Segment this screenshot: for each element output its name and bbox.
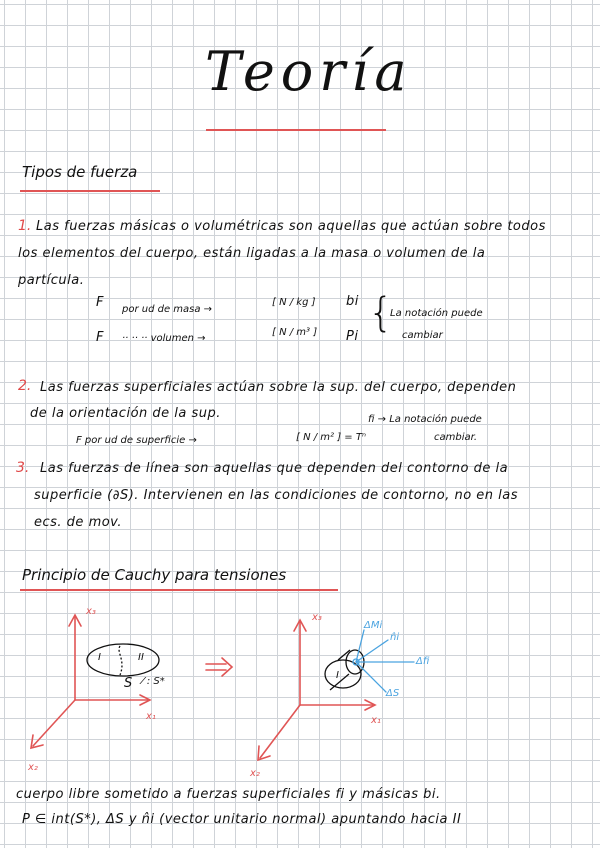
- item1-f2: F: [96, 330, 104, 345]
- body-label-I: I: [336, 670, 339, 681]
- item1-f1-units: [ N / kg ]: [272, 297, 316, 308]
- item2-note-line1: fi → La notación puede: [368, 414, 482, 425]
- item1-note-line1: La notación puede: [390, 308, 483, 319]
- item-number-2: 2.: [18, 378, 32, 394]
- right-label-x2: x₂: [250, 768, 260, 779]
- cut-surface-s: [119, 646, 122, 675]
- bottom-line1: cuerpo libre sometido a fuerzas superficiales fi y másicas bi.: [16, 787, 441, 802]
- item2-note-line2: cambiar.: [434, 432, 477, 443]
- left-label-x1: x₁: [146, 711, 156, 722]
- item1-f2-units: [ N / m³ ]: [272, 327, 318, 338]
- left-label-x3: x₃: [86, 606, 96, 617]
- label-dfi: Δfi: [416, 656, 430, 667]
- section-heading-tipos-de-fuerza: Tipos de fuerza: [22, 163, 138, 181]
- item3-line3: ecs. de mov.: [34, 515, 122, 530]
- item3-line1: Las fuerzas de línea son aquellas que dependen del contorno de la: [40, 461, 509, 476]
- label-ds: ΔS: [386, 688, 400, 699]
- section-heading-cauchy: Principio de Cauchy para tensiones: [22, 566, 287, 584]
- item1-line2: los elementos del cuerpo, están ligadas a la masa o volumen de la: [18, 246, 486, 261]
- surface-label-s: S: [124, 676, 133, 691]
- item1-line3: partícula.: [18, 273, 85, 288]
- item1-f2-desc: ·· ·· ·· volumen →: [122, 333, 206, 344]
- item2-line2: de la orientación de la sup.: [30, 406, 221, 421]
- item1-line1: Las fuerzas másicas o volumétricas son aquellas que actúan sobre todos: [36, 219, 546, 234]
- label-dMi: ΔMi: [364, 620, 383, 631]
- left-label-x2: x₂: [28, 762, 38, 773]
- right-axis-x2: [260, 705, 300, 758]
- item2-line1: Las fuerzas superficiales actúan sobre la sup. del cuerpo, dependen: [40, 380, 517, 395]
- label-ni: n̂i: [390, 632, 400, 643]
- item1-f2-symbol: Pi: [346, 329, 359, 344]
- brace-symbol: {: [368, 290, 394, 336]
- right-label-x3: x₃: [312, 612, 322, 623]
- item1-f1: F: [96, 295, 104, 310]
- item1-f1-symbol: bi: [346, 294, 359, 309]
- surface-note: ⁄ : S*: [142, 676, 165, 687]
- region-label-II: II: [138, 652, 144, 663]
- implication-arrow: [206, 658, 232, 676]
- item3-line2: superficie (∂S). Intervienen en las condiciones de contorno, no en las: [34, 488, 519, 503]
- left-axis-x2: [33, 700, 75, 746]
- item2-units: [ N / m² ] = Tⁿ: [296, 432, 366, 443]
- item2-f-desc: F por ud de superficie →: [76, 435, 197, 446]
- region-label-I: I: [98, 652, 101, 663]
- item-number-3: 3.: [16, 460, 30, 476]
- page-title: Teoría: [205, 40, 413, 103]
- item1-note-line2: cambiar: [402, 330, 443, 341]
- bottom-line2: P ∈ int(S*), ΔS y n̂i (vector unitario normal) apuntando hacia II: [22, 812, 462, 827]
- right-label-x1: x₁: [371, 715, 381, 726]
- item-number-1: 1.: [18, 218, 32, 234]
- item1-f1-desc: por ud de masa →: [122, 304, 213, 315]
